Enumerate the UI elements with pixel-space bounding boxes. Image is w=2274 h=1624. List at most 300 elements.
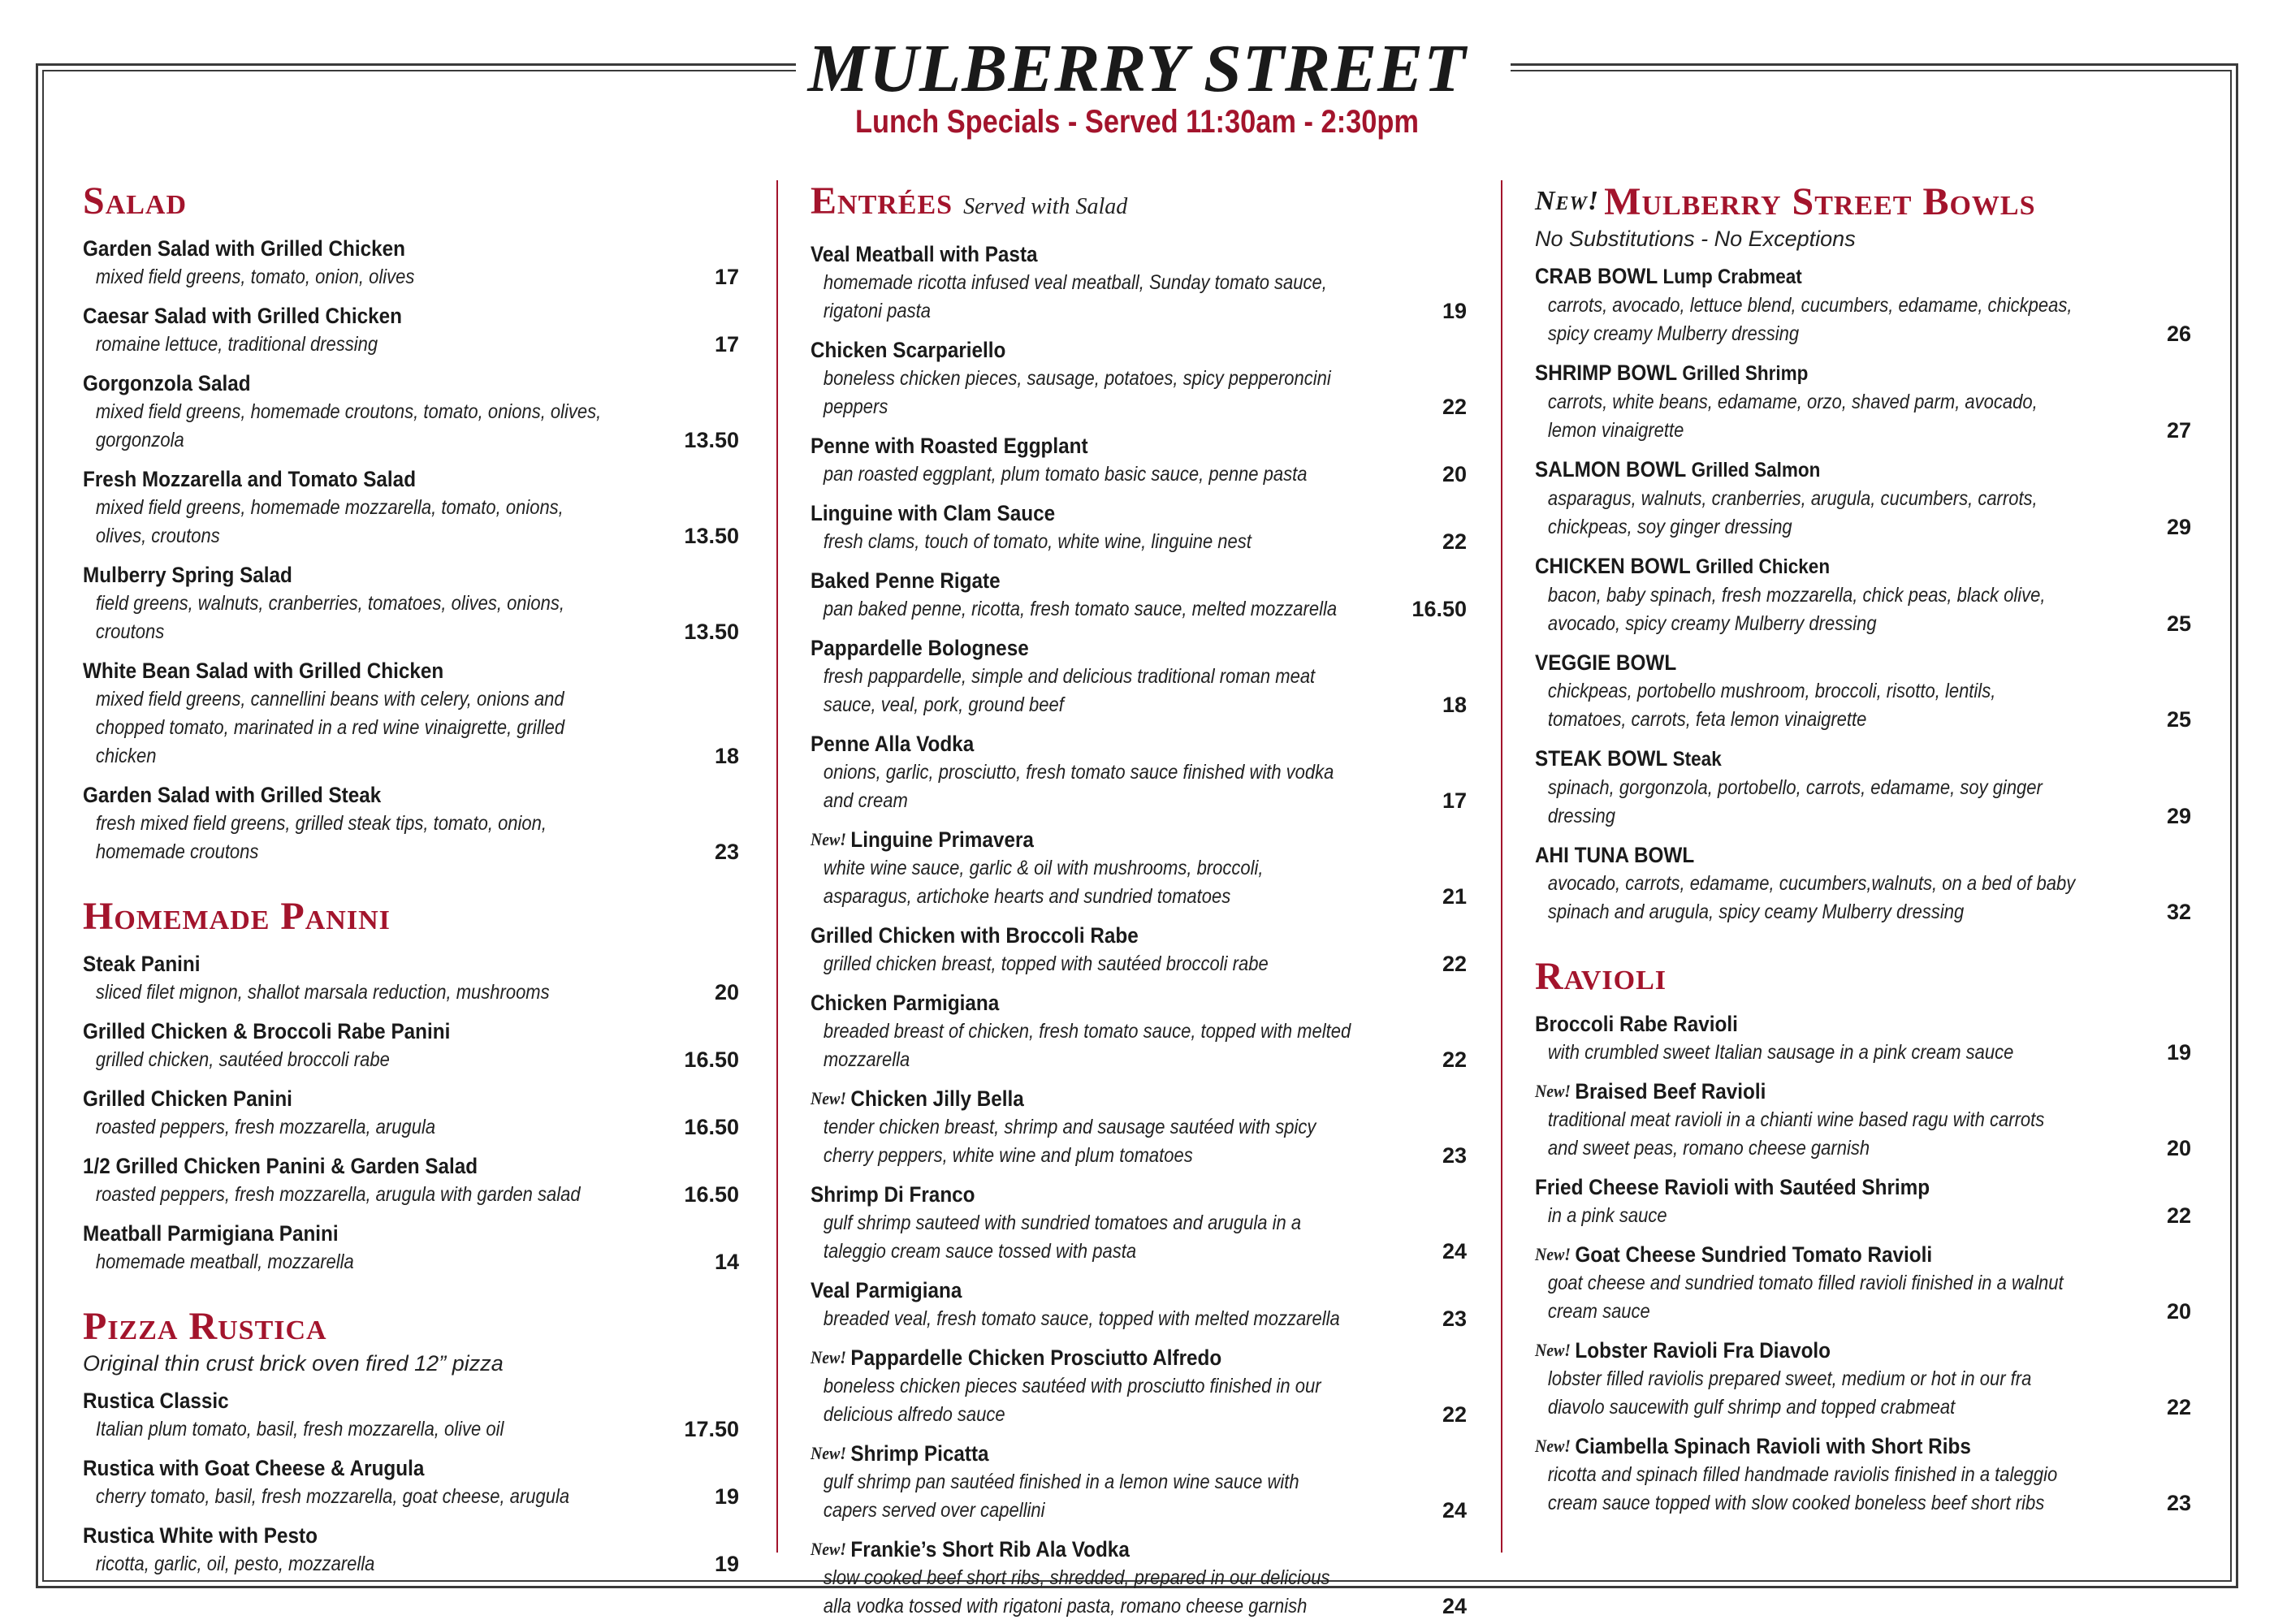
menu-item	[1535, 1009, 2191, 1067]
menu-item-body	[1535, 1365, 2191, 1422]
menu-item	[1535, 455, 2191, 542]
menu-item-description: tender chicken breast, shrimp and sausage sautéed with spicy cherry peppers, white wine and plum tomatoes	[823, 1116, 1316, 1167]
menu-item-body	[811, 1564, 1467, 1621]
menu-item-description: mixed field greens, tomato, onion, olives	[95, 266, 415, 288]
menu-item-price: 24	[1442, 1239, 1467, 1263]
menu-item-name	[1535, 840, 2125, 870]
menu-item-description: ricotta, garlic, oil, pesto, mozzarella	[95, 1553, 375, 1575]
new-badge: New!	[811, 1088, 847, 1108]
menu-item	[811, 633, 1467, 719]
menu-item-name	[811, 633, 1401, 663]
menu-item-description: white wine sauce, garlic & oil with mushrooms, broccoli, asparagus, artichoke hearts and sundried tomatoes	[823, 857, 1264, 908]
menu-item-price: 18	[714, 744, 739, 768]
menu-item-price: 17	[1442, 788, 1467, 813]
menu-item-body	[83, 1046, 739, 1074]
menu-item	[1535, 261, 2191, 348]
menu-item-price: 23	[714, 840, 739, 864]
menu-item-title: White Bean Salad with Grilled Chicken	[83, 659, 444, 683]
menu-item-title: Penne with Roasted Eggplant	[811, 434, 1088, 458]
menu-item-description: field greens, walnuts, cranberries, tomatoes, olives, onions, croutons	[95, 592, 565, 643]
menu-item-price: 23	[1442, 1307, 1467, 1331]
menu-item-subtitle: Grilled Shrimp	[1682, 362, 1809, 385]
ravioli-list	[1535, 1009, 2191, 1518]
menu-item-body	[1535, 581, 2191, 638]
menu-item-description: cherry tomato, basil, fresh mozzarella, goat cheese, arugula	[95, 1485, 570, 1508]
menu-item-name	[1535, 1077, 2125, 1106]
entrees-title-text: Entrées	[811, 179, 953, 222]
pizza-note: Original thin crust brick oven fired 12” pizza	[83, 1351, 504, 1376]
menu-item-title: Caesar Salad with Grilled Chicken	[83, 304, 402, 328]
menu-item-description: ricotta and spinach filled handmade raviolis finished in a taleggio cream sauce topped with slow cooked boneless beef short ribs	[1547, 1463, 2058, 1514]
menu-item-price: 13.50	[684, 620, 739, 644]
menu-item-description: pan baked penne, ricotta, fresh tomato sauce, melted mozzarella	[823, 598, 1338, 620]
section-pizza	[83, 1304, 739, 1579]
menu-item	[83, 234, 739, 292]
menu-item-name	[811, 335, 1401, 365]
menu-item-name	[1535, 1240, 2125, 1269]
menu-item-price: 17.50	[684, 1417, 739, 1441]
menu-item-description: pan roasted eggplant, plum tomato basic sauce, penne pasta	[823, 463, 1308, 486]
menu-item-title: Rustica Classic	[83, 1389, 229, 1413]
salad-list	[83, 234, 739, 866]
menu-item-price: 21	[1442, 884, 1467, 909]
menu-item	[811, 431, 1467, 489]
menu-item-name	[83, 1386, 673, 1415]
menu-item-title: Ciambella Spinach Ravioli with Short Ribs	[1575, 1434, 1971, 1458]
menu-item-name	[83, 464, 673, 494]
menu-item-name	[1535, 1173, 2125, 1202]
menu-item-title: Chicken Jilly Bella	[850, 1086, 1024, 1111]
menu-item-body	[83, 978, 739, 1007]
menu-item	[811, 566, 1467, 624]
menu-item-description: avocado, carrots, edamame, cucumbers,walnuts, on a bed of baby spinach and arugula, spicy ceamy Mulberry dressing	[1547, 872, 2076, 923]
menu-item	[811, 335, 1467, 421]
menu-item-price: 16.50	[684, 1115, 739, 1139]
menu-item-description: romaine lettuce, traditional dressing	[95, 333, 378, 356]
menu-item-name	[83, 1219, 673, 1248]
menu-item-body	[83, 1550, 739, 1579]
menu-item-name	[1535, 1009, 2125, 1039]
menu-item-price: 20	[1442, 462, 1467, 486]
menu-item-title: Grilled Chicken & Broccoli Rabe Panini	[83, 1019, 451, 1043]
menu-item	[83, 656, 739, 771]
new-badge: New!	[1535, 1436, 1571, 1456]
menu-item-title: SALMON BOWL	[1535, 457, 1686, 482]
section-title-ravioli: Ravioli	[1535, 955, 1667, 998]
menu-item	[1535, 1432, 2191, 1518]
menu-item-name	[811, 988, 1401, 1017]
menu-item	[1535, 1173, 2191, 1230]
section-ravioli	[1535, 954, 2191, 1518]
menu-item-title: Veal Parmigiana	[811, 1278, 962, 1302]
menu-item-price: 13.50	[684, 524, 739, 548]
menu-item-title: Rustica with Goat Cheese & Arugula	[83, 1456, 425, 1480]
menu-item-description: gulf shrimp pan sautéed finished in a lemon wine sauce with capers served over capellini	[823, 1471, 1299, 1522]
menu-item-name	[83, 301, 673, 330]
menu-item-name	[1535, 455, 2125, 485]
menu-item	[83, 560, 739, 646]
menu-item-price: 19	[2166, 1040, 2191, 1065]
section-title-pizza: Pizza Rustica	[83, 1305, 327, 1348]
menu-item-price: 32	[2166, 900, 2191, 924]
menu-item-name	[811, 566, 1401, 595]
menu-item-title: 1/2 Grilled Chicken Panini & Garden Salad	[83, 1154, 478, 1178]
menu-item-body	[1535, 1039, 2191, 1067]
menu-item-name	[83, 1453, 673, 1483]
menu-item-title: Linguine with Clam Sauce	[811, 501, 1056, 525]
menu-item-description: bacon, baby spinach, fresh mozzarella, chick peas, black olive, avocado, spicy creamy Mulberry dressing	[1547, 584, 2046, 635]
menu-item-title: Fresh Mozzarella and Tomato Salad	[83, 467, 417, 491]
menu-item-description: carrots, white beans, edamame, orzo, shaved parm, avocado, lemon vinaigrette	[1547, 391, 2038, 442]
new-badge: New!	[811, 1539, 847, 1559]
menu-item-title: SHRIMP BOWL	[1535, 361, 1677, 385]
menu-item-body	[811, 269, 1467, 326]
menu-item-title: Penne Alla Vodka	[811, 732, 975, 756]
menu-item-title: Shrimp Picatta	[850, 1441, 989, 1466]
menu-item-description: roasted peppers, fresh mozzarella, arugula with garden salad	[95, 1183, 581, 1206]
menu-item-price: 22	[2166, 1203, 2191, 1228]
menu-item-name	[811, 729, 1401, 758]
menu-item-title: Rustica White with Pesto	[83, 1523, 318, 1548]
menu-item-body	[1535, 870, 2191, 926]
menu-item-title: Steak Panini	[83, 952, 201, 976]
menu-item-name	[811, 825, 1401, 854]
menu-item-body	[83, 1113, 739, 1142]
menu-item-body	[811, 758, 1467, 815]
new-badge: New!	[811, 1443, 847, 1463]
menu-item-description: mixed field greens, homemade croutons, tomato, onions, olives, gorgonzola	[95, 400, 602, 451]
menu-item-title: Linguine Primavera	[850, 827, 1034, 852]
menu-item-price: 19	[1442, 299, 1467, 323]
pizza-list	[83, 1386, 739, 1579]
section-entrees	[811, 179, 1467, 1621]
menu-item-title: Frankie’s Short Rib Ala Vodka	[850, 1537, 1130, 1561]
menu-item-body	[83, 1415, 739, 1444]
menu-item-name	[811, 431, 1401, 460]
menu-item-price: 22	[1442, 1047, 1467, 1072]
menu-item	[811, 1180, 1467, 1266]
entrees-note: Served with Salad	[963, 194, 1128, 219]
menu-item-body	[1535, 1202, 2191, 1230]
menu-item-price: 22	[2166, 1395, 2191, 1419]
menu-item-price: 16.50	[684, 1047, 739, 1072]
section-panini	[83, 894, 739, 1276]
menu-item-description: grilled chicken, sautéed broccoli rabe	[95, 1048, 390, 1071]
menu-item	[83, 1084, 739, 1142]
menu-item-title: Braised Beef Ravioli	[1575, 1079, 1766, 1104]
menu-item-price: 20	[2166, 1299, 2191, 1324]
menu-item-price: 26	[2166, 322, 2191, 346]
menu-item-description: lobster filled raviolis prepared sweet, medium or hot in our fra diavolo saucewith gulf shrimp and topped crabmeat	[1547, 1367, 2032, 1419]
menu-item-body	[1535, 774, 2191, 831]
menu-item-body	[83, 685, 739, 771]
menu-item	[1535, 840, 2191, 926]
menu-item-body	[811, 528, 1467, 556]
panini-list	[83, 949, 739, 1276]
menu-item-price: 17	[714, 332, 739, 356]
new-badge: New!	[1535, 186, 1600, 216]
menu-item-description: traditional meat ravioli in a chianti wine based ragu with carrots and sweet peas, romano cheese garnish	[1547, 1108, 2045, 1160]
menu-item-price: 27	[2166, 418, 2191, 443]
menu-item-price: 19	[714, 1552, 739, 1576]
menu-item-name	[83, 1151, 673, 1181]
menu-item-body	[811, 1209, 1467, 1266]
menu-item-body	[83, 1181, 739, 1209]
menu-item-name	[1535, 358, 2125, 388]
menu-item	[811, 1084, 1467, 1170]
menu-item	[811, 921, 1467, 978]
menu-item	[811, 1535, 1467, 1621]
menu-column-right	[1535, 179, 2191, 1518]
new-badge: New!	[811, 829, 847, 849]
menu-item-description: gulf shrimp sauteed with sundried tomatoes and arugula in a taleggio cream sauce tossed with pasta	[823, 1212, 1302, 1263]
bowls-title-text: Mulberry Street Bowls	[1604, 180, 2036, 223]
menu-item-description: sliced filet mignon, shallot marsala reduction, mushrooms	[95, 981, 550, 1004]
menu-item-title: Lobster Ravioli Fra Diavolo	[1575, 1338, 1831, 1363]
menu-item-body	[1535, 388, 2191, 445]
menu-item-description: slow cooked beef short ribs, shredded, prepared in our delicious alla vodka tossed with rigatoni pasta, romano cheese garnish	[823, 1566, 1330, 1618]
menu-item-title: Grilled Chicken Panini	[83, 1086, 292, 1111]
bowls-list	[1535, 261, 2191, 926]
section-title-salad: Salad	[83, 179, 188, 222]
menu-item	[83, 1521, 739, 1579]
menu-item	[811, 499, 1467, 556]
menu-item-title: Shrimp Di Franco	[811, 1182, 975, 1207]
menu-item-name	[1535, 551, 2125, 581]
menu-item	[1535, 1077, 2191, 1163]
menu-item-name	[83, 1084, 673, 1113]
menu-item	[1535, 551, 2191, 638]
menu-item-description: boneless chicken pieces sautéed with prosciutto finished in our delicious alfredo sauce	[823, 1375, 1321, 1426]
menu-column-left	[83, 179, 739, 1579]
section-title-entrees	[811, 179, 1467, 230]
restaurant-title: MULBERRY STREET	[807, 31, 1467, 106]
menu-item-subtitle: Grilled Chicken	[1696, 555, 1831, 578]
menu-item	[1535, 744, 2191, 831]
menu-item	[83, 1017, 739, 1074]
menu-item-name	[83, 656, 673, 685]
menu-item-price: 16.50	[684, 1182, 739, 1207]
column-divider-left	[776, 180, 778, 1553]
menu-item-title: Pappardelle Chicken Prosciutto Alfredo	[850, 1345, 1222, 1370]
menu-item-description: breaded veal, fresh tomato sauce, topped with melted mozzarella	[823, 1307, 1340, 1330]
menu-item-description: with crumbled sweet Italian sausage in a pink cream sauce	[1547, 1041, 2014, 1064]
menu-item-price: 24	[1442, 1594, 1467, 1618]
section-salad	[83, 179, 739, 866]
menu-item-body	[1535, 1461, 2191, 1518]
menu-item-description: fresh mixed field greens, grilled steak tips, tomato, onion, homemade croutons	[95, 812, 547, 863]
menu-item-name	[1535, 648, 2125, 677]
menu-item	[811, 1276, 1467, 1333]
menu-item	[811, 240, 1467, 326]
menu-item-title: Chicken Scarpariello	[811, 338, 1006, 362]
menu-item-name	[811, 499, 1401, 528]
menu-item-title: VEGGIE BOWL	[1535, 650, 1677, 675]
menu-item-body	[1535, 485, 2191, 542]
menu-column-middle	[811, 179, 1467, 1621]
menu-item	[811, 988, 1467, 1074]
menu-item-body	[83, 263, 739, 292]
menu-item-price: 13.50	[684, 428, 739, 452]
new-badge: New!	[1535, 1081, 1571, 1101]
menu-item-price: 22	[1442, 529, 1467, 554]
menu-item-description: fresh pappardelle, simple and delicious traditional roman meat sauce, veal, pork, ground beef	[823, 665, 1316, 716]
new-badge: New!	[1535, 1340, 1571, 1360]
menu-item-price: 17	[714, 265, 739, 289]
menu-item-price: 16.50	[1412, 597, 1467, 621]
menu-item-price: 14	[714, 1250, 739, 1274]
menu-item-name	[1535, 744, 2125, 774]
menu-item-description: mixed field greens, cannellini beans with celery, onions and chopped tomato, marinated in a red wine vinaigrette, grilled chicken	[95, 688, 565, 767]
menu-item-title: STEAK BOWL	[1535, 746, 1667, 771]
menu-item-subtitle: Lump Crabmeat	[1662, 266, 1802, 288]
menu-item	[83, 301, 739, 359]
menu-item-name	[83, 1017, 673, 1046]
menu-item-body	[811, 365, 1467, 421]
lunch-specials-subtitle: Lunch Specials - Served 11:30am - 2:30pm	[854, 104, 1420, 140]
menu-item-price: 23	[1442, 1143, 1467, 1168]
menu-item-body	[811, 950, 1467, 978]
menu-item	[83, 1151, 739, 1209]
menu-item	[83, 464, 739, 551]
menu-item	[83, 1453, 739, 1511]
menu-item-title: CHICKEN BOWL	[1535, 554, 1691, 578]
section-title-bowls	[1535, 179, 2191, 225]
menu-item-description: onions, garlic, prosciutto, fresh tomato sauce finished with vodka and cream	[823, 761, 1334, 812]
menu-item	[811, 729, 1467, 815]
menu-item-price: 22	[1442, 1402, 1467, 1427]
menu-item-price: 23	[2166, 1491, 2191, 1515]
menu-item-title: Garden Salad with Grilled Steak	[83, 783, 382, 807]
menu-item-body	[811, 1468, 1467, 1525]
section-title-panini: Homemade Panini	[83, 895, 391, 938]
menu-item	[83, 949, 739, 1007]
menu-item-title: Fried Cheese Ravioli with Sautéed Shrimp	[1535, 1175, 1930, 1199]
new-badge: New!	[1535, 1244, 1571, 1264]
menu-item-description: breaded breast of chicken, fresh tomato sauce, topped with melted mozzarella	[823, 1020, 1351, 1071]
menu-item-body	[1535, 1269, 2191, 1326]
menu-item-title: Meatball Parmigiana Panini	[83, 1221, 339, 1246]
menu-item-body	[83, 1483, 739, 1511]
menu-item-body	[83, 810, 739, 866]
menu-item-name	[83, 780, 673, 810]
menu-item-description: chickpeas, portobello mushroom, broccoli, risotto, lentils, tomatoes, carrots, feta lemon vinaigrette	[1547, 680, 1996, 731]
menu-item-body	[83, 590, 739, 646]
menu-item-name	[811, 1180, 1401, 1209]
menu-item	[1535, 1240, 2191, 1326]
menu-item-title: Mulberry Spring Salad	[83, 563, 292, 587]
menu-item-body	[811, 1017, 1467, 1074]
menu-item-price: 22	[1442, 395, 1467, 419]
menu-item-title: AHI TUNA BOWL	[1535, 843, 1695, 867]
menu-item-body	[811, 1305, 1467, 1333]
menu-item-body	[811, 854, 1467, 911]
menu-item-title: Broccoli Rabe Ravioli	[1535, 1012, 1738, 1036]
menu-item-price: 24	[1442, 1498, 1467, 1522]
menu-item-name	[83, 234, 673, 263]
menu-item-title: CRAB BOWL	[1535, 264, 1658, 288]
menu-item-price: 18	[1442, 693, 1467, 717]
menu-item-name	[811, 1343, 1401, 1372]
menu-item	[83, 780, 739, 866]
menu-item-name	[83, 949, 673, 978]
menu-item-description: spinach, gorgonzola, portobello, carrots, edamame, soy ginger dressing	[1547, 776, 2043, 827]
menu-item-body	[83, 330, 739, 359]
menu-item-name	[811, 240, 1401, 269]
menu-item	[83, 1386, 739, 1444]
menu-item-name	[811, 1084, 1401, 1113]
menu-item	[811, 1439, 1467, 1525]
menu-item-description: Italian plum tomato, basil, fresh mozzarella, olive oil	[95, 1418, 504, 1440]
menu-item-price: 29	[2166, 515, 2191, 539]
menu-item-name	[811, 921, 1401, 950]
menu-item	[811, 825, 1467, 911]
menu-item-title: Veal Meatball with Pasta	[811, 242, 1038, 266]
menu-item-title: Chicken Parmigiana	[811, 991, 1000, 1015]
menu-item-price: 20	[2166, 1136, 2191, 1160]
menu-item-body	[1535, 1106, 2191, 1163]
menu-item-description: in a pink sauce	[1547, 1204, 1667, 1227]
menu-item-price: 25	[2166, 707, 2191, 732]
menu-item-body	[811, 1372, 1467, 1429]
menu-item-description: asparagus, walnuts, cranberries, arugula, cucumbers, carrots, chickpeas, soy ginger dressing	[1547, 487, 2038, 538]
menu-item-body	[83, 494, 739, 551]
menu-item-description: carrots, avocado, lettuce blend, cucumbers, edamame, chickpeas, spicy creamy Mulberry dressing	[1547, 294, 2073, 345]
menu-item-name	[83, 560, 673, 590]
menu-item-description: homemade ricotta infused veal meatball, Sunday tomato sauce, rigatoni pasta	[823, 271, 1327, 322]
menu-item-description: homemade meatball, mozzarella	[95, 1250, 354, 1273]
menu-item-price: 25	[2166, 611, 2191, 636]
menu-item-body	[811, 460, 1467, 489]
menu-item-body	[811, 595, 1467, 624]
menu-item-body	[1535, 677, 2191, 734]
menu-item-title: Pappardelle Bolognese	[811, 636, 1029, 660]
bowls-note: No Substitutions - No Exceptions	[1535, 227, 1856, 251]
menu-item-price: 20	[714, 980, 739, 1004]
menu-item-description: fresh clams, touch of tomato, white wine, linguine nest	[823, 530, 1252, 553]
menu-item-title: Goat Cheese Sundried Tomato Ravioli	[1575, 1242, 1933, 1267]
menu-item-title: Garden Salad with Grilled Chicken	[83, 236, 406, 261]
menu-item-name	[83, 1521, 673, 1550]
menu-item	[811, 1343, 1467, 1429]
menu-item-name	[1535, 1432, 2125, 1461]
menu-item-description: roasted peppers, fresh mozzarella, arugula	[95, 1116, 436, 1138]
menu-item-name	[811, 1535, 1401, 1564]
menu-item-name	[811, 1439, 1401, 1468]
menu-item-description: grilled chicken breast, topped with sautéed broccoli rabe	[823, 952, 1269, 975]
menu-item	[1535, 358, 2191, 445]
menu-item-body	[1535, 292, 2191, 348]
menu-item-name	[1535, 261, 2125, 292]
menu-item-price: 19	[714, 1484, 739, 1509]
menu-item-body	[83, 398, 739, 455]
menu-item-price: 22	[1442, 952, 1467, 976]
menu-item-title: Baked Penne Rigate	[811, 568, 1001, 593]
menu-item-name	[83, 369, 673, 398]
menu-item-body	[811, 663, 1467, 719]
menu-item	[1535, 1336, 2191, 1422]
menu-item-title: Gorgonzola Salad	[83, 371, 251, 395]
menu-item-name	[1535, 1336, 2125, 1365]
entrees-list	[811, 240, 1467, 1621]
menu-item-description: goat cheese and sundried tomato filled ravioli finished in a walnut cream sauce	[1547, 1272, 2064, 1323]
menu-item-title: Grilled Chicken with Broccoli Rabe	[811, 923, 1139, 948]
menu-item-body	[83, 1248, 739, 1276]
section-bowls	[1535, 179, 2191, 926]
menu-item-description: mixed field greens, homemade mozzarella, tomato, onions, olives, croutons	[95, 496, 564, 547]
menu-item-name	[811, 1276, 1401, 1305]
column-divider-right	[1501, 180, 1502, 1553]
